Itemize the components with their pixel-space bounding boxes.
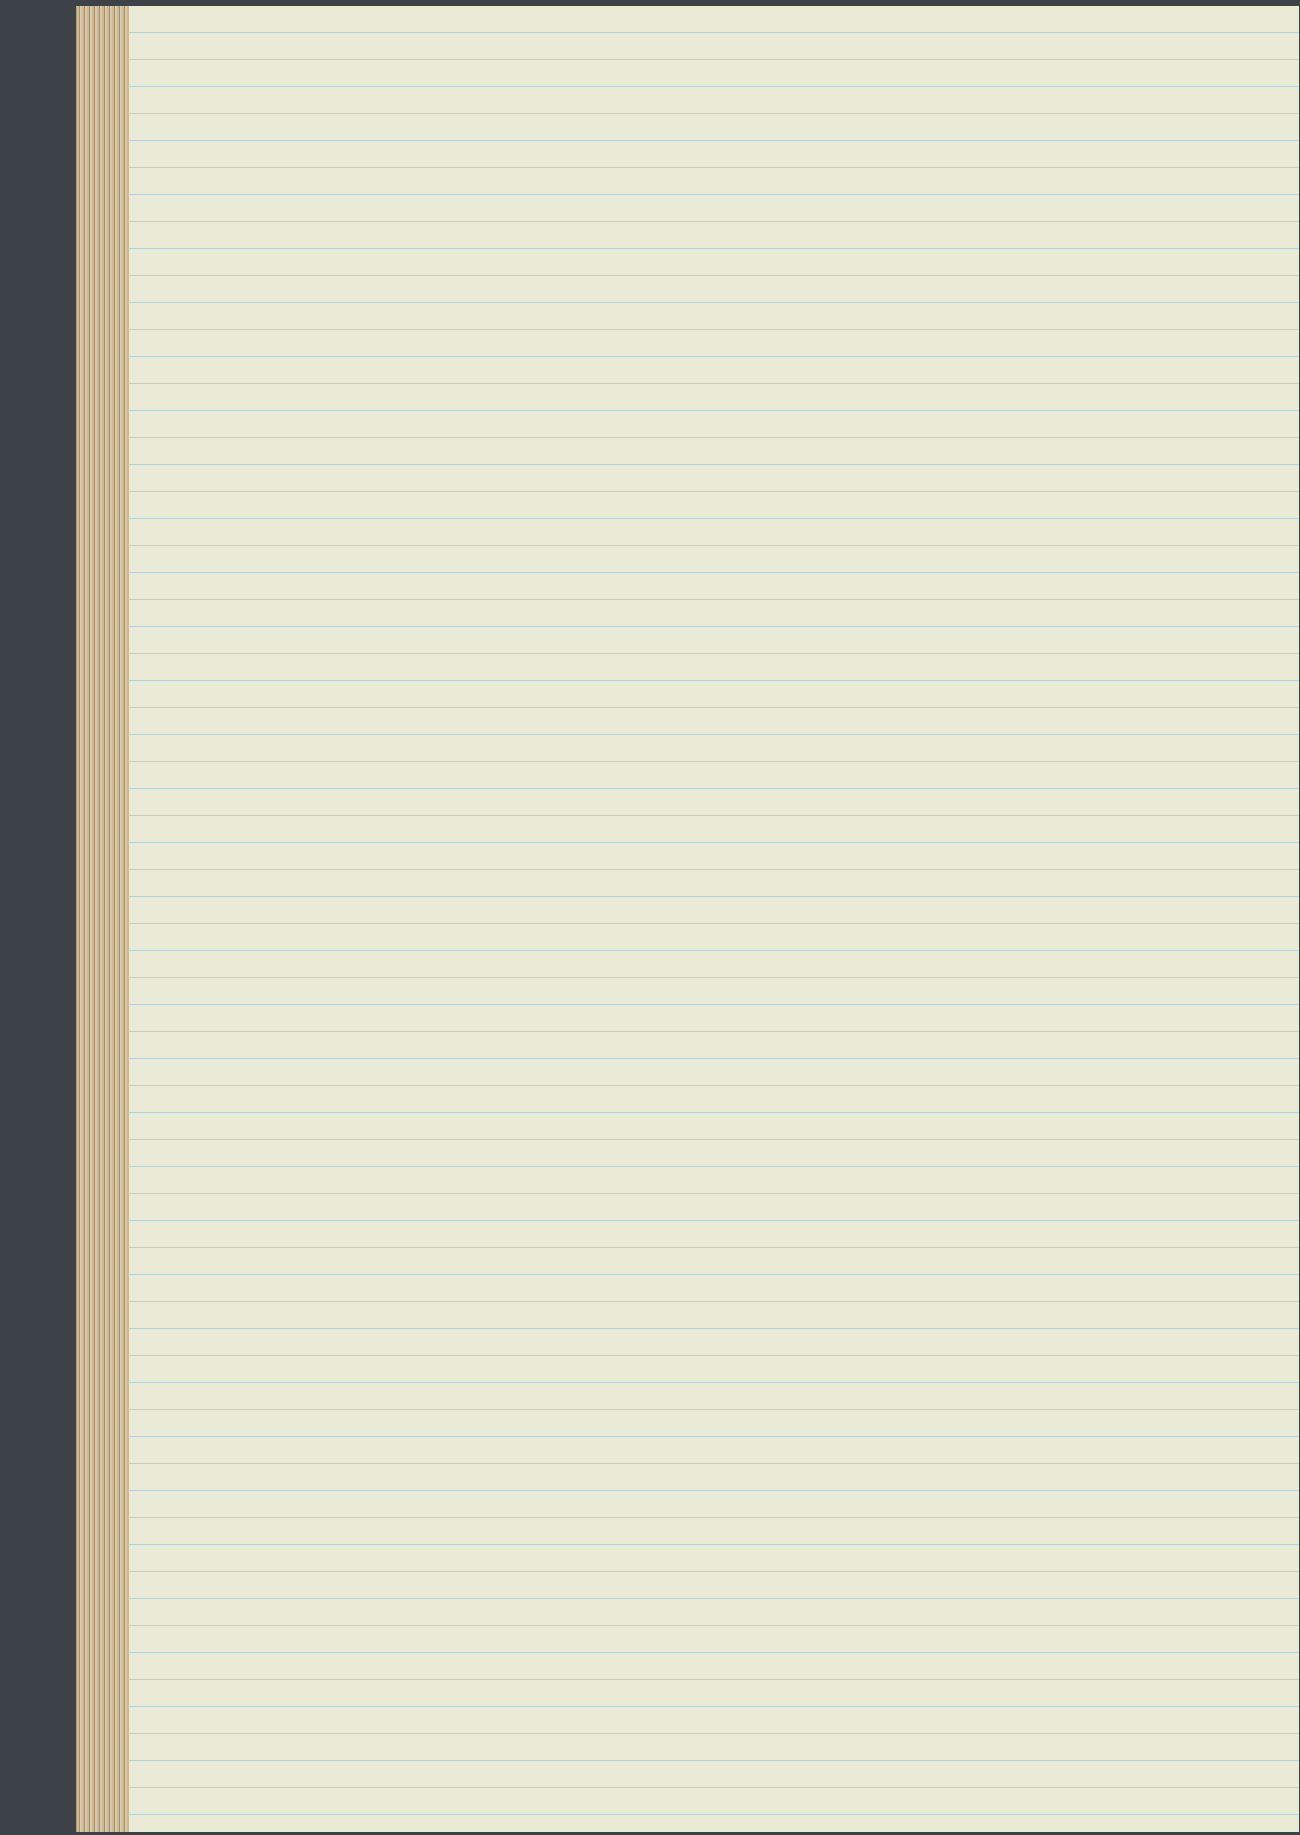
log-page [76,6,1299,1832]
ruled-lines [129,6,1299,1832]
page-edge [77,6,129,1832]
